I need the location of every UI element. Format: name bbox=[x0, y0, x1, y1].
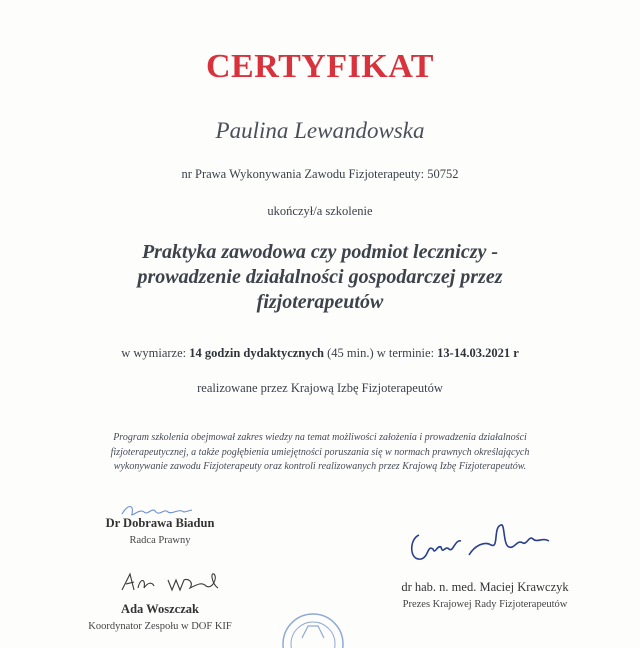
signatory-role: Koordynator Zespołu w DOF KIF bbox=[88, 621, 232, 632]
signatory-role: Prezes Krajowej Rady Fizjoterapeutów bbox=[402, 599, 568, 610]
signature-block-woszczak bbox=[70, 602, 250, 632]
signatory-name: Dr Dobrawa Biadun bbox=[105, 516, 215, 530]
program-line-2: fizjoterapeutycznej, a także pogłębienia umiejętności poruszania się w normach prawnych określających bbox=[110, 446, 530, 458]
training-scope-line bbox=[0, 346, 640, 361]
scope-hours: 14 godzin dydaktycznych bbox=[189, 346, 324, 360]
scope-dates: 13-14.03.2021 r bbox=[437, 346, 519, 360]
signature-block-krawczyk bbox=[370, 580, 600, 610]
signatory-name: dr hab. n. med. Maciej Krawczyk bbox=[401, 580, 569, 594]
course-title-line-1: Praktyka zawodowa czy podmiot leczniczy - bbox=[141, 241, 499, 263]
signature-scribble-woszczak bbox=[118, 568, 238, 598]
scope-minutes: (45 min.) w terminie: bbox=[327, 346, 435, 360]
program-line-3: wykonywanie zawodu Fizjoterapeuty oraz kontroli realizowanych przez Krajową Izbę Fizjoterapeutów. bbox=[113, 461, 527, 472]
completed-training-line: ukończył/a szkolenie bbox=[267, 204, 373, 218]
course-title-line-2: prowadzenie działalności gospodarczej przez bbox=[137, 266, 503, 288]
signature-block-biadun bbox=[70, 516, 250, 546]
official-stamp bbox=[278, 608, 348, 648]
signatory-name: Ada Woszczak bbox=[121, 602, 199, 616]
course-title-line-3: fizjoterapeutów bbox=[256, 291, 384, 313]
signature-scribble-krawczyk bbox=[405, 515, 565, 575]
scope-prefix: w wymiarze: bbox=[121, 346, 187, 360]
program-description bbox=[80, 431, 560, 475]
license-number-line: nr Prawa Wykonywania Zawodu Fizjoterapeuty: 50752 bbox=[181, 167, 459, 181]
signatory-role: Radca Prawny bbox=[129, 535, 191, 546]
recipient-name: Paulina Lewandowska bbox=[215, 118, 425, 143]
course-title bbox=[0, 240, 640, 315]
program-line-1: Program szkolenia obejmował zakres wiedzy na temat możliwości założenia i prowadzenia działalności bbox=[113, 432, 527, 443]
certificate-title: CERTYFIKAT bbox=[206, 48, 434, 85]
organizer-line: realizowane przez Krajową Izbę Fizjoterapeutów bbox=[197, 381, 443, 395]
